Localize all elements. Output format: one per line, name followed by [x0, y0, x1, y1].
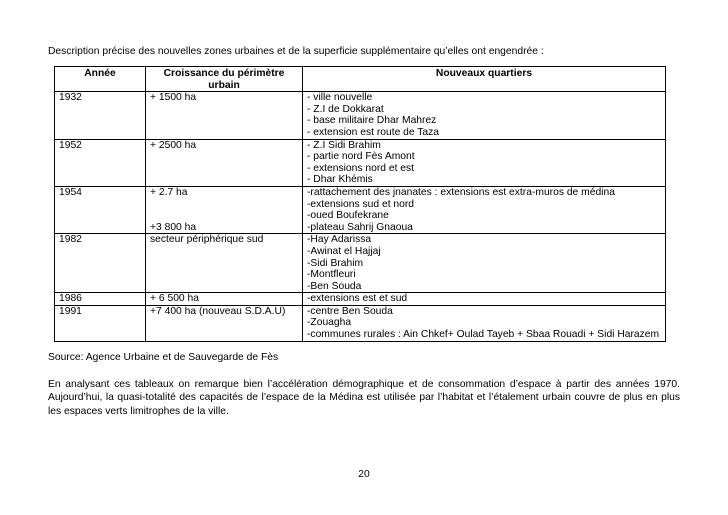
neighborhood-item: -extensions est et sud	[307, 293, 408, 305]
cell-neighborhoods	[303, 234, 666, 293]
cell-neighborhoods	[303, 293, 666, 306]
growth-line: + 2500 ha	[150, 139, 197, 151]
header-growth: Croissance du périmètre urbain	[146, 67, 303, 92]
neighborhood-item: - Z.I Sidi Brahim	[307, 139, 381, 151]
neighborhood-item: -centre Ben Souda	[307, 305, 393, 317]
header-neighborhoods: Nouveaux quartiers	[303, 67, 666, 92]
growth-line: + 1500 ha	[150, 92, 197, 104]
urban-zones-table	[54, 66, 666, 342]
cell-growth	[146, 139, 303, 186]
cell-year: 1982	[55, 234, 146, 293]
neighborhood-item: -Ben Souda	[307, 280, 362, 292]
table-row	[55, 234, 666, 293]
cell-year: 1954	[55, 186, 146, 233]
neighborhood-item: - extensions nord et est	[307, 162, 415, 174]
cell-year: 1952	[55, 139, 146, 186]
growth-line: + 6 500 ha	[150, 293, 199, 305]
cell-growth	[146, 293, 303, 306]
page-number: 20	[358, 469, 370, 480]
growth-line: secteur périphérique sud	[150, 234, 264, 246]
neighborhood-item: -rattachement des jnanates : extensions est extra-muros de médina	[307, 186, 615, 198]
cell-year: 1932	[55, 92, 146, 139]
neighborhood-item: -Sidi Brahim	[307, 257, 364, 269]
neighborhood-item: - Z.I de Dokkarat	[307, 103, 384, 115]
table-row	[55, 305, 666, 341]
cell-neighborhoods	[303, 92, 666, 139]
neighborhood-item: -Hay Adarissa	[307, 234, 372, 246]
neighborhood-item: - ville nouvelle	[307, 92, 373, 104]
neighborhood-item: -oued Boufekrane	[307, 210, 389, 222]
neighborhood-item: -plateau Sahrij Gnaoua	[307, 221, 413, 233]
growth-line: +7 400 ha (nouveau S.D.A.U)	[150, 305, 286, 317]
growth-line: + 2.7 ha	[150, 186, 188, 198]
table-row	[55, 186, 666, 233]
analysis-paragraph: En analysant ces tableaux on remarque bien l’accélération démographique et de consommation d’espace à partir des années 1970. Aujourd’hui, la quasi-totalité des capacités de l’espace de la Médina est utilisée par l’habitat et l’étalement urbain couvre de plus en plus les espaces verts limitrophes de la ville.	[48, 379, 680, 417]
cell-year: 1991	[55, 305, 146, 341]
table-row	[55, 293, 666, 306]
source-text: Source: Agence Urbaine et de Sauvegarde de Fès	[48, 352, 279, 363]
neighborhood-item: -Montfleuri	[307, 269, 356, 281]
growth-line	[150, 199, 298, 211]
cell-neighborhoods	[303, 139, 666, 186]
cell-growth	[146, 186, 303, 233]
cell-growth	[146, 305, 303, 341]
neighborhood-item: -communes rurales : Ain Chkef+ Oulad Tayeb + Sbaa Rouadi + Sidi Harazem	[307, 329, 660, 341]
cell-neighborhoods	[303, 186, 666, 233]
neighborhood-item: - Dhar Khémis	[307, 174, 373, 186]
neighborhood-item: - base militaire Dhar Mahrez	[307, 115, 437, 127]
neighborhood-item: - partie nord Fès Amont	[307, 151, 415, 163]
table-row	[55, 139, 666, 186]
table-header-row	[55, 67, 666, 92]
header-year: Année	[55, 67, 146, 92]
cell-growth	[146, 92, 303, 139]
growth-line: +3 800 ha	[150, 221, 197, 233]
cell-neighborhoods	[303, 305, 666, 341]
cell-year: 1986	[55, 293, 146, 306]
intro-text: Description précise des nouvelles zones urbaines et de la superficie supplémentaire qu’elles ont engendrée :	[48, 46, 544, 57]
neighborhood-item: -Zouagha	[307, 317, 352, 329]
neighborhood-item: - extension est route de Taza	[307, 126, 440, 138]
cell-growth	[146, 234, 303, 293]
neighborhood-item: -extensions sud et nord	[307, 198, 415, 210]
table-body	[55, 92, 666, 341]
neighborhood-item: -Awinat el Hajjaj	[307, 245, 381, 257]
table-row	[55, 92, 666, 139]
growth-line	[150, 210, 298, 222]
